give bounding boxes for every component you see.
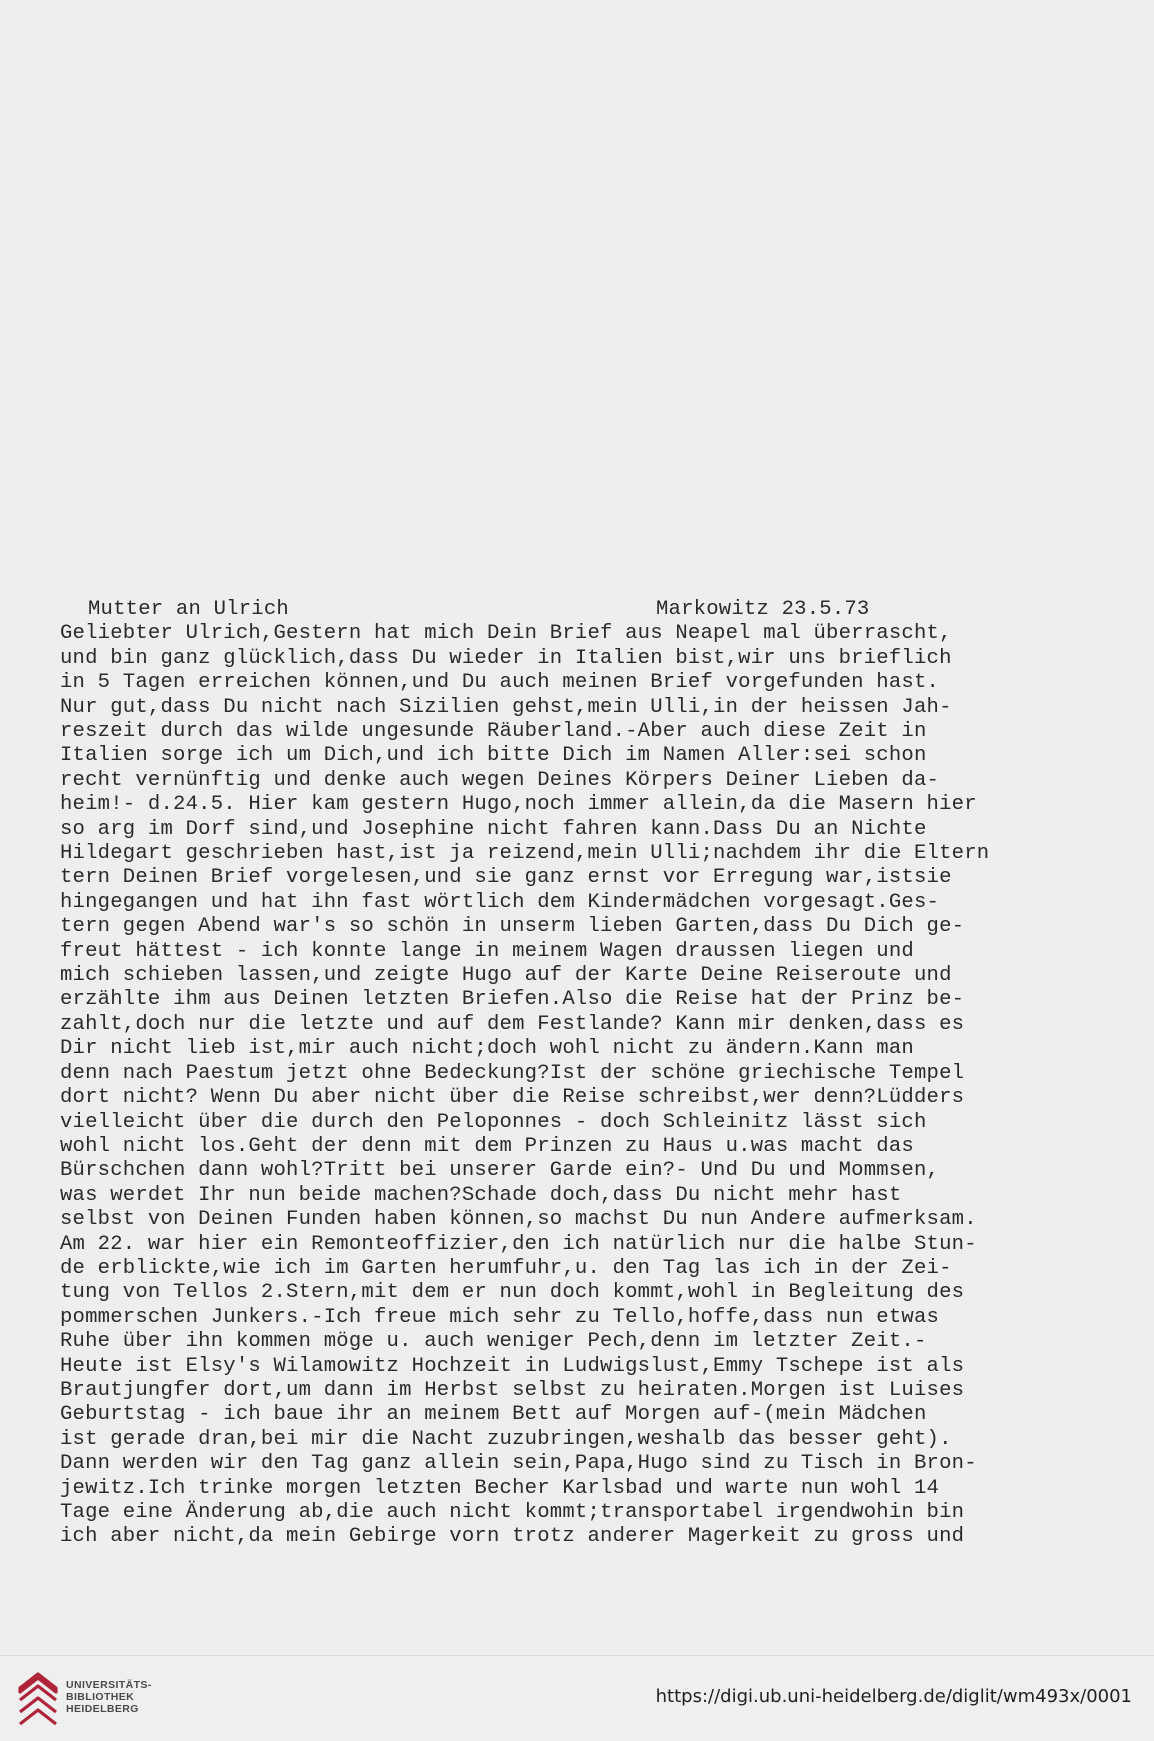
letter-line: tern Deinen Brief vorgelesen,und sie ganz ernst vor Erregung war,istsie <box>60 866 952 890</box>
letter-line: in 5 Tagen erreichen können,und Du auch meinen Brief vorgefunden hast. <box>60 671 940 695</box>
letter-line: Bürschchen dann wohl?Tritt bei unserer Garde ein?- Und Du und Mommsen, <box>60 1159 940 1183</box>
letter-line: Brautjungfer dort,um dann im Herbst selbst zu heiraten.Morgen ist Luises <box>60 1378 965 1402</box>
letter-line: vielleicht über die durch den Peloponnes - doch Schleinitz lässt sich <box>60 1110 927 1134</box>
institution-name <box>66 1679 152 1715</box>
heidelberg-university-logo-icon <box>10 1666 70 1730</box>
letter-line: tern gegen Abend war's so schön in unserm lieben Garten,dass Du Dich ge- <box>60 915 965 939</box>
letter-line: denn nach Paestum jetzt ohne Bedeckung?Ist der schöne griechische Tempel <box>60 1061 965 1085</box>
letter-line: hingegangen und hat ihn fast wörtlich dem Kindermädchen vorgesagt.Ges- <box>60 890 940 914</box>
letter-line: wohl nicht los.Geht der denn mit dem Prinzen zu Haus u.was macht das <box>60 1134 914 1158</box>
letter-line: de erblickte,wie ich im Garten herumfuhr,u. den Tag las ich in der Zei- <box>60 1256 952 1280</box>
letter-line: selbst von Deinen Funden haben können,so machst Du nun Andere aufmerksam. <box>60 1208 977 1232</box>
letter-line: zahlt,doch nur die letzte und auf dem Festlande? Kann mir denken,dass es <box>60 1012 965 1036</box>
letter-line: jewitz.Ich trinke morgen letzten Becher Karlsbad und warte nun wohl 14 <box>60 1476 940 1500</box>
letter-line: pommerschen Junkers.-Ich freue mich sehr zu Tello,hoffe,dass nun etwas <box>60 1305 940 1329</box>
institution-name-line: HEIDELBERG <box>66 1703 139 1715</box>
letter-line: Dir nicht lieb ist,mir auch nicht;doch wohl nicht zu ändern.Kann man <box>60 1037 914 1061</box>
letter-line: so arg im Dorf sind,und Josephine nicht fahren kann.Dass Du an Nichte <box>60 817 927 841</box>
letter-line: Italien sorge ich um Dich,und ich bitte Dich im Namen Aller:sei schon <box>60 744 927 768</box>
letter-text <box>60 598 1140 1550</box>
letter-line: erzählte ihm aus Deinen letzten Briefen.Also die Reise hat der Prinz be- <box>60 988 965 1012</box>
letter-line: ist gerade dran,bei mir die Nacht zuzubringen,weshalb das besser geht). <box>60 1427 952 1451</box>
letter-line: tung von Tellos 2.Stern,mit dem er nun doch kommt,wohl in Begleitung des <box>60 1281 965 1305</box>
letter-line: freut hättest - ich konnte lange in meinem Wagen draussen liegen und <box>60 939 914 963</box>
letter-line: Heute ist Elsy's Wilamowitz Hochzeit in Ludwigslust,Emmy Tschepe ist als <box>60 1354 965 1378</box>
letter-line: Tage eine Änderung ab,die auch nicht kommt;transportabel irgendwohin bin <box>60 1501 965 1525</box>
institution-name-line: BIBLIOTHEK <box>66 1691 135 1703</box>
letter-line: Geliebter Ulrich,Gestern hat mich Dein Brief aus Neapel mal überrascht, <box>60 622 952 646</box>
letter-line: Nur gut,dass Du nicht nach Sizilien gehst,mein Ulli,in der heissen Jah- <box>60 695 952 719</box>
letter-line: und bin ganz glücklich,dass Du wieder in Italien bist,wir uns brieflich <box>60 646 952 670</box>
letter-line: Am 22. war hier ein Remonteoffizier,den ich natürlich nur die halbe Stun- <box>60 1232 977 1256</box>
institution-name-line: UNIVERSITÄTS- <box>66 1679 152 1691</box>
letter-recipient: Mutter an Ulrich <box>88 598 289 621</box>
letter-line: Hildegart geschrieben hast,ist ja reizend,mein Ulli;nachdem ihr die Eltern <box>60 842 990 866</box>
footer-bar <box>0 1655 1154 1741</box>
letter-line: was werdet Ihr nun beide machen?Schade doch,dass Du nicht mehr hast <box>60 1183 902 1207</box>
letter-line: Geburtstag - ich baue ihr an meinem Bett auf Morgen auf-(mein Mädchen <box>60 1403 927 1427</box>
letter-place-date: Markowitz 23.5.73 <box>656 598 870 621</box>
letter-heading <box>88 598 1140 622</box>
permalink-url[interactable]: https://digi.ub.uni-heidelberg.de/diglit/wm493x/0001 <box>655 1686 1132 1707</box>
letter-line: heim!- d.24.5. Hier kam gestern Hugo,noch immer allein,da die Masern hier <box>60 793 977 817</box>
letter-line: mich schieben lassen,und zeigte Hugo auf der Karte Deine Reiseroute und <box>60 964 952 988</box>
letter-line: dort nicht? Wenn Du aber nicht über die Reise schreibst,wer denn?Lüdders <box>60 1086 965 1110</box>
letter-line: recht vernünftig und denke auch wegen Deines Körpers Deiner Lieben da- <box>60 768 940 792</box>
letter-line: Dann werden wir den Tag ganz allein sein,Papa,Hugo sind zu Tisch in Bron- <box>60 1452 977 1476</box>
letter-line: Ruhe über ihn kommen möge u. auch weniger Pech,denn im letzter Zeit.- <box>60 1330 927 1354</box>
letter-body <box>60 622 1140 1549</box>
letter-line: ich aber nicht,da mein Gebirge vorn trotz anderer Magerkeit zu gross und <box>60 1525 965 1549</box>
letter-line: reszeit durch das wilde ungesunde Räuberland.-Aber auch diese Zeit in <box>60 720 927 744</box>
